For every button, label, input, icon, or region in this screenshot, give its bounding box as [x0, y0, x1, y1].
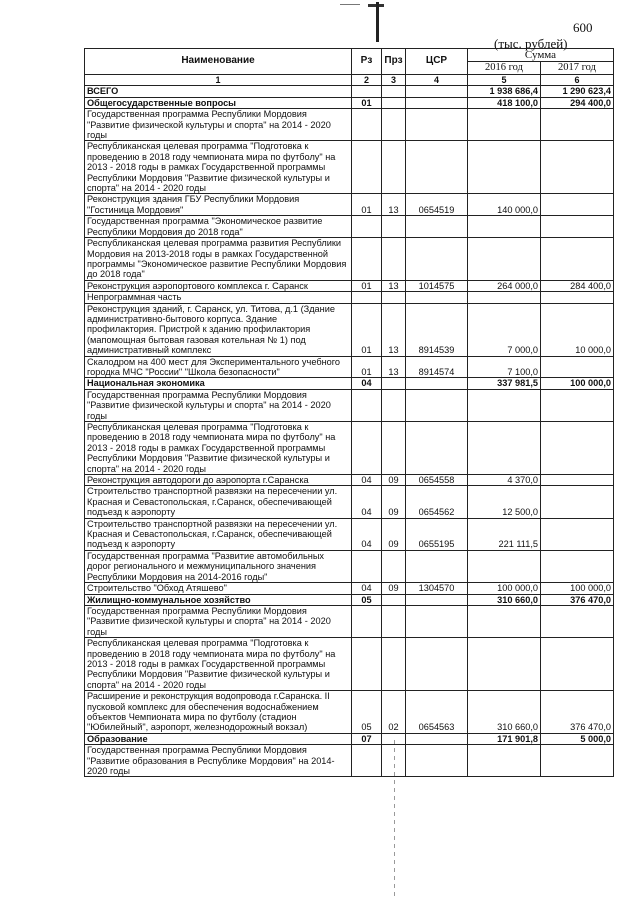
table-row [85, 422, 614, 475]
row-amount-2017 [541, 141, 614, 194]
page-number: 600 [573, 20, 593, 35]
row-amount-2017: 284 400,0 [541, 280, 614, 291]
row-rz: 05 [352, 691, 382, 734]
header-year-2016: 2016 год [468, 62, 541, 75]
row-prz: 13 [382, 194, 406, 216]
row-name: Расширение и реконструкция водопровода г.Саранска. II пусковой комплекс для обеспечения водоснабжением объектов Чемпионата мира по футболу (стадион "Юбилейный", аэропорт, железнодорожный вокзал) [85, 691, 352, 734]
row-amount-2016: 418 100,0 [468, 97, 541, 108]
table-body [85, 86, 614, 777]
row-prz: 13 [382, 280, 406, 291]
table-row [85, 733, 614, 744]
row-csr: 1304570 [406, 583, 468, 594]
table-row [85, 550, 614, 582]
row-prz [382, 109, 406, 141]
row-amount-2016: 4 370,0 [468, 475, 541, 486]
row-rz [352, 109, 382, 141]
units-note: (тыс. рублей) [494, 36, 568, 51]
table-row [85, 292, 614, 303]
row-amount-2017 [541, 109, 614, 141]
row-amount-2017 [541, 216, 614, 238]
row-name: Строительство "Обход Атяшево" [85, 583, 352, 594]
row-amount-2016: 12 500,0 [468, 486, 541, 518]
table-row [85, 238, 614, 281]
row-name: ВСЕГО [85, 86, 352, 97]
row-csr [406, 86, 468, 97]
row-name: Республиканская целевая программа развития Республики Мордовия на 2013-2018 годы в рамках Государственной программы "Экономическое развитие Республики Мордовия до 2018 года" [85, 238, 352, 281]
row-rz [352, 550, 382, 582]
row-amount-2017 [541, 486, 614, 518]
row-amount-2016 [468, 550, 541, 582]
row-name: Строительство транспортной развязки на пересечении ул. Красная и Севастопольская, г.Саранск, обеспечивающей подъезд к аэропорту [85, 486, 352, 518]
row-amount-2016 [468, 745, 541, 777]
row-csr [406, 550, 468, 582]
row-prz [382, 605, 406, 637]
row-prz: 13 [382, 303, 406, 356]
row-name: Республиканская целевая программа "Подготовка к проведению в 2018 году чемпионата мира по футболу" на 2013 - 2018 годы в рамках Государственной программы Республики Мордовия "Развитие физической культуры и спорта" на 2014 - 2020 годы [85, 141, 352, 194]
header-sum: Сумма [468, 49, 614, 62]
table-row [85, 109, 614, 141]
row-prz [382, 389, 406, 421]
row-amount-2017: 376 470,0 [541, 691, 614, 734]
row-name: Республиканская целевая программа "Подготовка к проведению в 2018 году чемпионата мира по футболу" на 2013 - 2018 годы в рамках Государственной программы Республики Мордовия "Развитие физической культуры и спорта" на 2014 - 2020 годы [85, 638, 352, 691]
table-row [85, 389, 614, 421]
row-csr [406, 594, 468, 605]
row-rz: 04 [352, 518, 382, 550]
row-csr: 8914539 [406, 303, 468, 356]
row-name: Жилищно-коммунальное хозяйство [85, 594, 352, 605]
table-row [85, 356, 614, 378]
row-name: Реконструкция зданий, г. Саранск, ул. Титова, д.1 (Здание административно-бытового корпуса. Здание профилактория. Пристрой к зданию профилактория (мапомощная бытовая газовая котельная № 1) под административный комплекс [85, 303, 352, 356]
row-csr [406, 638, 468, 691]
column-number: 5 [468, 75, 541, 86]
header-rz: Рз [352, 49, 382, 75]
row-amount-2017 [541, 518, 614, 550]
column-number: 1 [85, 75, 352, 86]
row-prz: 13 [382, 356, 406, 378]
row-amount-2016 [468, 216, 541, 238]
row-amount-2017 [541, 389, 614, 421]
scan-artifact [394, 740, 395, 900]
row-rz [352, 745, 382, 777]
row-amount-2017: 1 290 623,4 [541, 86, 614, 97]
row-amount-2016 [468, 141, 541, 194]
row-prz [382, 141, 406, 194]
row-prz: 09 [382, 518, 406, 550]
row-rz [352, 141, 382, 194]
table-row [85, 518, 614, 550]
row-prz [382, 86, 406, 97]
row-rz: 01 [352, 194, 382, 216]
row-rz [352, 422, 382, 475]
row-prz: 02 [382, 691, 406, 734]
row-amount-2017: 10 000,0 [541, 303, 614, 356]
row-rz [352, 238, 382, 281]
row-rz [352, 389, 382, 421]
header-prz: Прз [382, 49, 406, 75]
row-prz: 09 [382, 475, 406, 486]
table-row [85, 97, 614, 108]
row-rz [352, 86, 382, 97]
row-prz [382, 292, 406, 303]
row-rz: 04 [352, 475, 382, 486]
row-csr [406, 216, 468, 238]
row-name: Государственная программа "Экономическое развитие Республики Мордовия до 2018 года" [85, 216, 352, 238]
row-prz: 09 [382, 486, 406, 518]
row-prz [382, 550, 406, 582]
row-rz: 04 [352, 378, 382, 389]
row-amount-2016: 7 100,0 [468, 356, 541, 378]
row-name: Государственная программа Республики Мордовия "Развитие физической культуры и спорта" на 2014 - 2020 годы [85, 605, 352, 637]
row-csr [406, 109, 468, 141]
row-prz [382, 238, 406, 281]
row-name: Непрограммная часть [85, 292, 352, 303]
table-row [85, 86, 614, 97]
scan-artifact [376, 2, 379, 42]
row-csr [406, 292, 468, 303]
row-amount-2016 [468, 109, 541, 141]
table-row [85, 691, 614, 734]
row-csr [406, 378, 468, 389]
row-name: Государственная программа Республики Мордовия "Развитие образования в Республике Мордовия" на 2014-2020 годы [85, 745, 352, 777]
table-row [85, 583, 614, 594]
row-rz: 01 [352, 303, 382, 356]
row-rz: 01 [352, 97, 382, 108]
row-amount-2016: 264 000,0 [468, 280, 541, 291]
row-amount-2017 [541, 638, 614, 691]
row-name: Строительство транспортной развязки на пересечении ул. Красная и Севастопольская, г.Саранск, обеспечивающей подъезд к аэропорту [85, 518, 352, 550]
row-amount-2016: 100 000,0 [468, 583, 541, 594]
row-amount-2017 [541, 356, 614, 378]
row-rz [352, 216, 382, 238]
row-amount-2016 [468, 638, 541, 691]
row-amount-2017: 5 000,0 [541, 733, 614, 744]
table-row [85, 605, 614, 637]
row-csr [406, 97, 468, 108]
header-year-2017: 2017 год [541, 62, 614, 75]
row-amount-2017: 294 400,0 [541, 97, 614, 108]
row-amount-2016 [468, 422, 541, 475]
header-name: Наименование [85, 49, 352, 75]
row-amount-2016: 7 000,0 [468, 303, 541, 356]
table-row [85, 280, 614, 291]
row-csr: 8914574 [406, 356, 468, 378]
table-row [85, 638, 614, 691]
row-csr [406, 141, 468, 194]
row-csr: 0655195 [406, 518, 468, 550]
row-amount-2017 [541, 194, 614, 216]
row-rz [352, 638, 382, 691]
row-prz [382, 638, 406, 691]
row-amount-2017: 100 000,0 [541, 378, 614, 389]
row-amount-2016: 1 938 686,4 [468, 86, 541, 97]
row-rz: 01 [352, 356, 382, 378]
row-amount-2017: 100 000,0 [541, 583, 614, 594]
row-amount-2017 [541, 475, 614, 486]
row-name: Национальная экономика [85, 378, 352, 389]
row-prz [382, 378, 406, 389]
row-rz [352, 292, 382, 303]
row-name: Реконструкция автодороги до аэропорта г.Саранска [85, 475, 352, 486]
row-amount-2016 [468, 389, 541, 421]
row-rz: 07 [352, 733, 382, 744]
row-amount-2016: 171 901,8 [468, 733, 541, 744]
row-csr [406, 422, 468, 475]
row-csr: 0654562 [406, 486, 468, 518]
row-csr [406, 389, 468, 421]
row-csr [406, 605, 468, 637]
budget-table [84, 48, 614, 777]
row-amount-2017 [541, 422, 614, 475]
table-row [85, 141, 614, 194]
table-row [85, 194, 614, 216]
row-amount-2016: 337 981,5 [468, 378, 541, 389]
row-amount-2016: 310 660,0 [468, 594, 541, 605]
header-csr: ЦСР [406, 49, 468, 75]
column-number: 2 [352, 75, 382, 86]
row-name: Общегосударственные вопросы [85, 97, 352, 108]
row-csr: 0654519 [406, 194, 468, 216]
column-number: 3 [382, 75, 406, 86]
row-rz: 04 [352, 583, 382, 594]
row-name: Реконструкция здания ГБУ Республики Мордовия "Гостиница Мордовия" [85, 194, 352, 216]
table-row [85, 745, 614, 777]
row-name: Государственная программа Республики Мордовия "Развитие физической культуры и спорта" на 2014 - 2020 годы [85, 109, 352, 141]
table-row [85, 594, 614, 605]
row-amount-2016: 221 111,5 [468, 518, 541, 550]
row-amount-2017 [541, 238, 614, 281]
row-csr [406, 238, 468, 281]
row-amount-2017: 376 470,0 [541, 594, 614, 605]
row-csr: 0654563 [406, 691, 468, 734]
row-prz [382, 594, 406, 605]
column-number: 6 [541, 75, 614, 86]
row-rz: 05 [352, 594, 382, 605]
row-name: Республиканская целевая программа "Подготовка к проведению в 2018 году чемпионата мира по футболу" на 2013 - 2018 годы в рамках Государственной программы Республики Мордовия "Развитие физической культуры и спорта" на 2014 - 2020 годы [85, 422, 352, 475]
row-name: Скалодром на 400 мест для Экспериментального учебного городка МЧС "России" "Школа безопасности" [85, 356, 352, 378]
row-rz [352, 605, 382, 637]
row-name: Государственная программа Республики Мордовия "Развитие физической культуры и спорта" на 2014 - 2020 годы [85, 389, 352, 421]
row-name: Реконструкция аэропортового комплекса г. Саранск [85, 280, 352, 291]
scan-artifact [340, 4, 360, 5]
table-row [85, 216, 614, 238]
column-number: 4 [406, 75, 468, 86]
row-csr [406, 745, 468, 777]
row-amount-2016 [468, 292, 541, 303]
row-amount-2016: 310 660,0 [468, 691, 541, 734]
row-amount-2017 [541, 605, 614, 637]
row-amount-2016: 140 000,0 [468, 194, 541, 216]
row-prz: 09 [382, 583, 406, 594]
row-rz: 04 [352, 486, 382, 518]
table-row [85, 303, 614, 356]
row-csr: 1014575 [406, 280, 468, 291]
row-name: Образование [85, 733, 352, 744]
row-csr [406, 733, 468, 744]
row-amount-2016 [468, 238, 541, 281]
row-amount-2017 [541, 745, 614, 777]
row-rz: 01 [352, 280, 382, 291]
row-name: Государственная программа "Развитие автомобильных дорог регионального и межмуниципального значения Республики Мордовия на 2014-2016 годы" [85, 550, 352, 582]
row-amount-2017 [541, 550, 614, 582]
row-csr: 0654558 [406, 475, 468, 486]
table-row [85, 475, 614, 486]
row-prz [382, 97, 406, 108]
row-amount-2017 [541, 292, 614, 303]
row-prz [382, 422, 406, 475]
row-prz [382, 216, 406, 238]
table-row [85, 486, 614, 518]
row-amount-2016 [468, 605, 541, 637]
table-row [85, 378, 614, 389]
